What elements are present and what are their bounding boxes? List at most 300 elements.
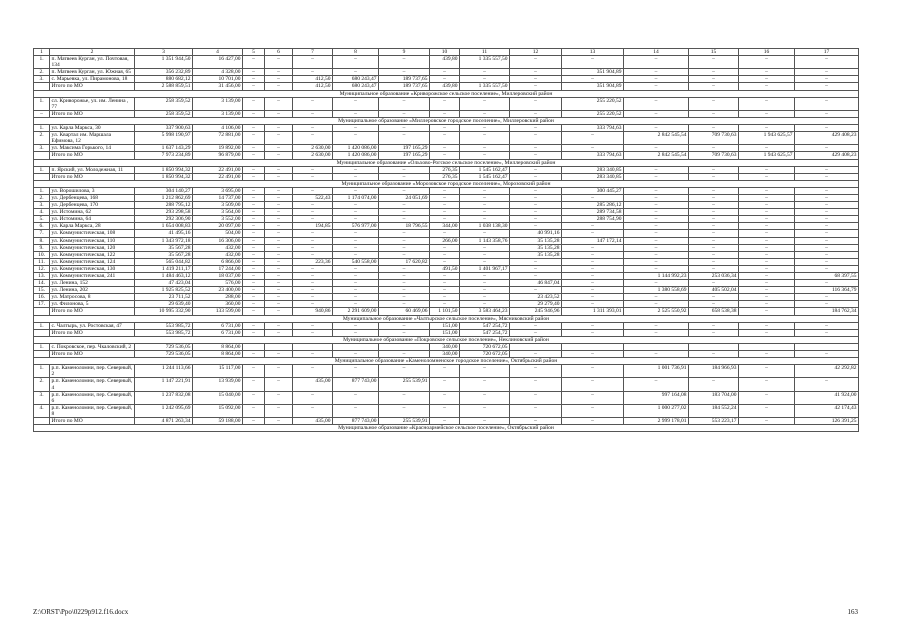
value-cell: – (689, 322, 739, 329)
value-cell: 439,80 (430, 56, 460, 69)
value-cell: – (265, 378, 293, 391)
value-cell: 877 743,00 (333, 378, 379, 391)
value-cell: 255 539,91 (379, 378, 430, 391)
value-cell: – (562, 378, 624, 391)
value-cell: – (379, 132, 430, 145)
value-cell: 3 552,00 (193, 216, 243, 223)
value-cell: – (293, 230, 333, 237)
row-number-cell (34, 152, 50, 159)
value-cell: – (379, 280, 430, 287)
value-cell: 283 340,85 (562, 166, 624, 173)
row-number-cell (34, 351, 50, 358)
value-cell: 151,00 (430, 322, 460, 329)
value-cell: – (243, 194, 265, 201)
value-cell: 429 408,23 (795, 132, 859, 145)
value-cell: – (562, 391, 624, 404)
value-cell: – (430, 230, 460, 237)
address-cell: ул. Коммунистическая, 124 (50, 258, 135, 265)
value-cell: – (430, 76, 460, 83)
value-cell: 288,00 (193, 294, 243, 301)
address-cell: ул. Карла Маркса, 30 (50, 125, 135, 132)
value-cell: 1 545 162,47 (460, 166, 510, 173)
value-cell: – (460, 152, 510, 159)
value-cell: – (460, 76, 510, 83)
address-cell: п. Ярский, ул. Молодежная, 11 (50, 166, 135, 173)
value-cell: 2 999 178,01 (624, 417, 689, 424)
value-cell: – (243, 273, 265, 280)
row-number-cell: 12. (34, 265, 50, 272)
value-cell: 17 244,00 (193, 265, 243, 272)
value-cell: – (243, 244, 265, 251)
value-cell: 13 939,00 (193, 378, 243, 391)
value-cell: – (430, 216, 460, 223)
address-cell: ул. Коммунистическая, 120 (50, 244, 135, 251)
value-cell: 22 491,00 (193, 173, 243, 180)
value-cell: – (379, 404, 430, 417)
value-cell: – (689, 97, 739, 110)
table-row (34, 343, 859, 350)
value-cell: 1 244 113,66 (135, 365, 193, 378)
value-cell: 31 456,00 (193, 83, 243, 90)
value-cell: – (460, 244, 510, 251)
value-cell: – (624, 258, 689, 265)
value-cell: 565 044,82 (135, 258, 193, 265)
value-cell: – (430, 287, 460, 294)
value-cell: – (795, 97, 859, 110)
address-cell: ул. Истомина, 62 (50, 209, 135, 216)
value-cell: 1 654 008,83 (135, 223, 193, 230)
value-cell: – (510, 110, 562, 117)
value-cell: – (243, 294, 265, 301)
value-cell: 1 850 994,32 (135, 166, 193, 173)
value-cell: – (333, 125, 379, 132)
budget-table (33, 48, 859, 432)
value-cell: – (689, 329, 739, 336)
address-cell: Итого по МО (50, 110, 135, 117)
value-cell: 197 165,29 (379, 152, 430, 159)
value-cell: – (624, 209, 689, 216)
value-cell: – (739, 76, 795, 83)
value-cell: – (243, 258, 265, 265)
column-header: 5 (243, 49, 265, 56)
value-cell: – (243, 202, 265, 209)
value-cell: 1 484 463,12 (135, 273, 193, 280)
value-cell: – (795, 209, 859, 216)
value-cell: – (510, 265, 562, 272)
value-cell: 1 420 086,00 (333, 145, 379, 152)
value-cell: 19 892,00 (193, 145, 243, 152)
value-cell: – (333, 301, 379, 308)
value-cell: 245 946,96 (510, 308, 562, 315)
address-cell: ул. Дербенцева, 168 (50, 194, 135, 201)
value-cell: – (624, 216, 689, 223)
value-cell: – (739, 280, 795, 287)
value-cell: – (460, 287, 510, 294)
value-cell: – (293, 216, 333, 223)
value-cell: – (265, 329, 293, 336)
value-cell: – (689, 173, 739, 180)
value-cell: – (689, 69, 739, 76)
value-cell: – (795, 125, 859, 132)
value-cell: – (243, 83, 265, 90)
value-cell: 6 731,00 (193, 329, 243, 336)
value-cell: 255 220,52 (562, 110, 624, 117)
value-cell: – (379, 265, 430, 272)
address-cell: Итого по МО (50, 308, 135, 315)
table-row (34, 76, 859, 83)
column-header: 6 (265, 49, 293, 56)
value-cell: 16 427,00 (193, 56, 243, 69)
value-cell: 304 140,27 (135, 187, 193, 194)
address-cell: Итого по МО (50, 329, 135, 336)
value-cell: – (562, 404, 624, 417)
section-heading: Муниципальное образование «Миллеровское городское поселение», Миллеровский район (34, 117, 859, 124)
value-cell: – (510, 132, 562, 145)
value-cell: – (379, 209, 430, 216)
value-cell (562, 343, 624, 350)
value-cell: – (689, 56, 739, 69)
value-cell: 435,00 (293, 417, 333, 424)
value-cell: – (460, 280, 510, 287)
value-cell: – (562, 351, 624, 358)
value-cell: 47 423,04 (135, 280, 193, 287)
value-cell: – (689, 301, 739, 308)
address-cell: Итого по МО (50, 351, 135, 358)
value-cell: 35 567,28 (135, 251, 193, 258)
value-cell: – (293, 273, 333, 280)
value-cell: 151,00 (430, 329, 460, 336)
value-cell: – (460, 365, 510, 378)
value-cell: 540 558,00 (333, 258, 379, 265)
address-cell: р.п. Каменоломни, пер. Северный, 4 (50, 378, 135, 391)
value-cell: 1 335 557,50 (460, 56, 510, 69)
value-cell: – (243, 280, 265, 287)
value-cell: – (243, 187, 265, 194)
value-cell: 3 583 464,23 (460, 308, 510, 315)
value-cell: – (293, 301, 333, 308)
value-cell: – (293, 265, 333, 272)
value-cell: 20 097,00 (193, 223, 243, 230)
value-cell: 432,00 (193, 244, 243, 251)
value-cell: 60 469,06 (379, 308, 430, 315)
value-cell: 547 254,72 (460, 329, 510, 336)
value-cell: – (265, 391, 293, 404)
value-cell: – (430, 97, 460, 110)
value-cell: – (510, 194, 562, 201)
value-cell: – (689, 194, 739, 201)
row-number-cell: 4. (34, 209, 50, 216)
value-cell: – (333, 202, 379, 209)
row-number-cell (34, 329, 50, 336)
value-cell: 266,00 (430, 237, 460, 244)
table-row (34, 365, 859, 378)
value-cell: 184 762,34 (795, 308, 859, 315)
value-cell: – (562, 287, 624, 294)
value-cell (293, 343, 333, 350)
address-cell: р.п. Каменоломни, пер. Северный, 2 (50, 365, 135, 378)
column-header: 16 (739, 49, 795, 56)
value-cell: 576,00 (193, 280, 243, 287)
value-cell: – (739, 329, 795, 336)
address-cell: сл. Криворожье, ул. им. Ленина , 77 (50, 97, 135, 110)
value-cell: 709 730,63 (689, 152, 739, 159)
value-cell: – (689, 83, 739, 90)
value-cell: 253 036,34 (689, 273, 739, 280)
value-cell: – (510, 173, 562, 180)
value-cell: 15 092,00 (193, 404, 243, 417)
address-cell: ул. Карла Маркса, 28 (50, 223, 135, 230)
value-cell: – (510, 378, 562, 391)
value-cell: 8 864,00 (193, 343, 243, 350)
value-cell: – (265, 258, 293, 265)
value-cell: – (265, 273, 293, 280)
value-cell: – (460, 69, 510, 76)
value-cell: – (243, 287, 265, 294)
value-cell: – (379, 244, 430, 251)
value-cell: – (430, 258, 460, 265)
value-cell: 1 242 095,69 (135, 404, 193, 417)
value-cell: – (333, 280, 379, 287)
value-cell: – (460, 230, 510, 237)
value-cell: 1 237 832,08 (135, 391, 193, 404)
value-cell: 10 995 332,90 (135, 308, 193, 315)
value-cell: – (739, 209, 795, 216)
value-cell: 35 135,28 (510, 244, 562, 251)
value-cell: – (739, 166, 795, 173)
row-number-cell: 2. (34, 194, 50, 201)
table-row (34, 216, 859, 223)
value-cell: – (265, 237, 293, 244)
value-cell: – (333, 391, 379, 404)
value-cell: 96 879,00 (193, 152, 243, 159)
value-cell: 2 525 550,92 (624, 308, 689, 315)
row-number-cell: 9. (34, 244, 50, 251)
value-cell: 7 973 234,89 (135, 152, 193, 159)
value-cell: – (510, 187, 562, 194)
value-cell: – (430, 280, 460, 287)
section-heading-row (34, 159, 859, 166)
value-cell: 680 243,47 (333, 83, 379, 90)
value-cell: – (689, 244, 739, 251)
table-row (34, 209, 859, 216)
value-cell: – (739, 417, 795, 424)
value-cell: – (243, 404, 265, 417)
column-header: 7 (293, 49, 333, 56)
value-cell: 1 038 138,30 (460, 223, 510, 230)
value-cell: – (293, 351, 333, 358)
row-number-cell: 3. (34, 145, 50, 152)
value-cell: – (795, 173, 859, 180)
value-cell: – (333, 365, 379, 378)
value-cell: 6 731,00 (193, 322, 243, 329)
address-cell: ул. Филонова, 5 (50, 301, 135, 308)
value-cell: – (739, 237, 795, 244)
value-cell: – (293, 294, 333, 301)
value-cell: – (243, 152, 265, 159)
value-cell: – (739, 351, 795, 358)
value-cell: – (739, 308, 795, 315)
value-cell: – (379, 329, 430, 336)
value-cell: – (333, 265, 379, 272)
value-cell: – (379, 351, 430, 358)
value-cell: 344,00 (430, 223, 460, 230)
value-cell: – (562, 301, 624, 308)
value-cell: 15 117,00 (193, 365, 243, 378)
value-cell: – (293, 329, 333, 336)
section-heading: Муниципальное образование «Морозовское городское поселение», Морозовский район (34, 180, 859, 187)
value-cell: – (379, 56, 430, 69)
value-cell: – (689, 251, 739, 258)
value-cell: – (795, 237, 859, 244)
value-cell (739, 343, 795, 350)
table-row (34, 391, 859, 404)
value-cell: – (293, 125, 333, 132)
value-cell: – (379, 230, 430, 237)
column-header: 12 (510, 49, 562, 56)
address-cell: Итого по МО (50, 173, 135, 180)
address-cell: ул. Коммунистическая, 130 (50, 265, 135, 272)
value-cell: – (624, 280, 689, 287)
row-number-cell: 1. (34, 187, 50, 194)
value-cell: – (243, 145, 265, 152)
value-cell (624, 343, 689, 350)
value-cell: – (293, 237, 333, 244)
value-cell: – (243, 322, 265, 329)
value-cell: – (243, 125, 265, 132)
value-cell: – (265, 244, 293, 251)
value-cell: – (624, 187, 689, 194)
value-cell: 3 564,00 (193, 209, 243, 216)
value-cell: – (624, 83, 689, 90)
value-cell: 147 172,14 (562, 237, 624, 244)
value-cell: – (460, 110, 510, 117)
value-cell: 35 567,28 (135, 244, 193, 251)
value-cell: – (510, 287, 562, 294)
value-cell: – (460, 378, 510, 391)
value-cell: – (562, 223, 624, 230)
row-number-cell (34, 173, 50, 180)
value-cell: – (689, 209, 739, 216)
value-cell: – (243, 351, 265, 358)
row-number-cell: 2. (34, 378, 50, 391)
value-cell: – (510, 97, 562, 110)
value-cell: – (562, 132, 624, 145)
value-cell: – (333, 132, 379, 145)
value-cell: – (510, 166, 562, 173)
value-cell: 23 711,52 (135, 294, 193, 301)
value-cell: – (795, 322, 859, 329)
address-cell: с. Марьевка, ул. Пирамонова, 18 (50, 76, 135, 83)
value-cell: – (379, 173, 430, 180)
value-cell: – (265, 351, 293, 358)
value-cell: – (379, 287, 430, 294)
value-cell: – (795, 244, 859, 251)
value-cell: – (379, 216, 430, 223)
value-cell: – (460, 301, 510, 308)
value-cell: – (510, 351, 562, 358)
value-cell: – (739, 194, 795, 201)
value-cell: – (243, 308, 265, 315)
table-row (34, 404, 859, 417)
value-cell: – (293, 391, 333, 404)
table-row (34, 166, 859, 173)
value-cell: 351 904,89 (562, 69, 624, 76)
value-cell: – (689, 351, 739, 358)
value-cell: 2 842 545,54 (624, 152, 689, 159)
value-cell: – (460, 194, 510, 201)
value-cell: – (293, 56, 333, 69)
total-row (34, 329, 859, 336)
value-cell: 522,43 (293, 194, 333, 201)
value-cell: 283 340,85 (562, 173, 624, 180)
address-cell: ул. Матросова, 8 (50, 294, 135, 301)
value-cell: – (379, 237, 430, 244)
value-cell: 429 408,23 (795, 152, 859, 159)
value-cell: – (562, 322, 624, 329)
value-cell: – (379, 97, 430, 110)
row-number-cell: 1. (34, 56, 50, 69)
value-cell: 2 630,00 (293, 145, 333, 152)
value-cell: 658 538,38 (689, 308, 739, 315)
section-heading: Муниципальное образование «Каменоломненское городское поселение», Октябрьский район (34, 358, 859, 365)
value-cell: – (624, 378, 689, 391)
table-row (34, 187, 859, 194)
value-cell: – (265, 287, 293, 294)
value-cell: – (265, 230, 293, 237)
value-cell: 116 364,79 (795, 287, 859, 294)
row-number-cell: 3. (34, 391, 50, 404)
value-cell: – (243, 76, 265, 83)
value-cell: – (379, 69, 430, 76)
row-number-cell: 4. (34, 404, 50, 417)
value-cell: 709 730,63 (689, 132, 739, 145)
section-heading-row (34, 425, 859, 432)
value-cell: – (265, 301, 293, 308)
value-cell: – (293, 251, 333, 258)
value-cell: 1 545 162,47 (460, 173, 510, 180)
section-heading-row (34, 315, 859, 322)
address-cell: ул. Коммунистическая, 108 (50, 230, 135, 237)
value-cell: – (265, 251, 293, 258)
value-cell: – (243, 391, 265, 404)
value-cell: – (562, 194, 624, 201)
value-cell: – (293, 365, 333, 378)
value-cell: – (379, 110, 430, 117)
value-cell: – (430, 132, 460, 145)
row-number-cell: 1. (34, 97, 50, 110)
value-cell: 1 174 074,00 (333, 194, 379, 201)
value-cell: – (430, 378, 460, 391)
value-cell: – (243, 230, 265, 237)
value-cell: 24 051,69 (379, 194, 430, 201)
value-cell: – (795, 378, 859, 391)
value-cell: – (739, 391, 795, 404)
value-cell: 333 794,63 (562, 125, 624, 132)
value-cell: – (460, 209, 510, 216)
value-cell: – (510, 404, 562, 417)
value-cell: – (689, 230, 739, 237)
value-cell: – (795, 110, 859, 117)
value-cell: – (430, 244, 460, 251)
value-cell: 8 864,00 (193, 351, 243, 358)
value-cell: – (333, 97, 379, 110)
value-cell: – (795, 202, 859, 209)
value-cell: – (795, 329, 859, 336)
table-row (34, 145, 859, 152)
value-cell: 29 639,40 (135, 301, 193, 308)
value-cell: – (243, 265, 265, 272)
row-number-cell: 14. (34, 280, 50, 287)
